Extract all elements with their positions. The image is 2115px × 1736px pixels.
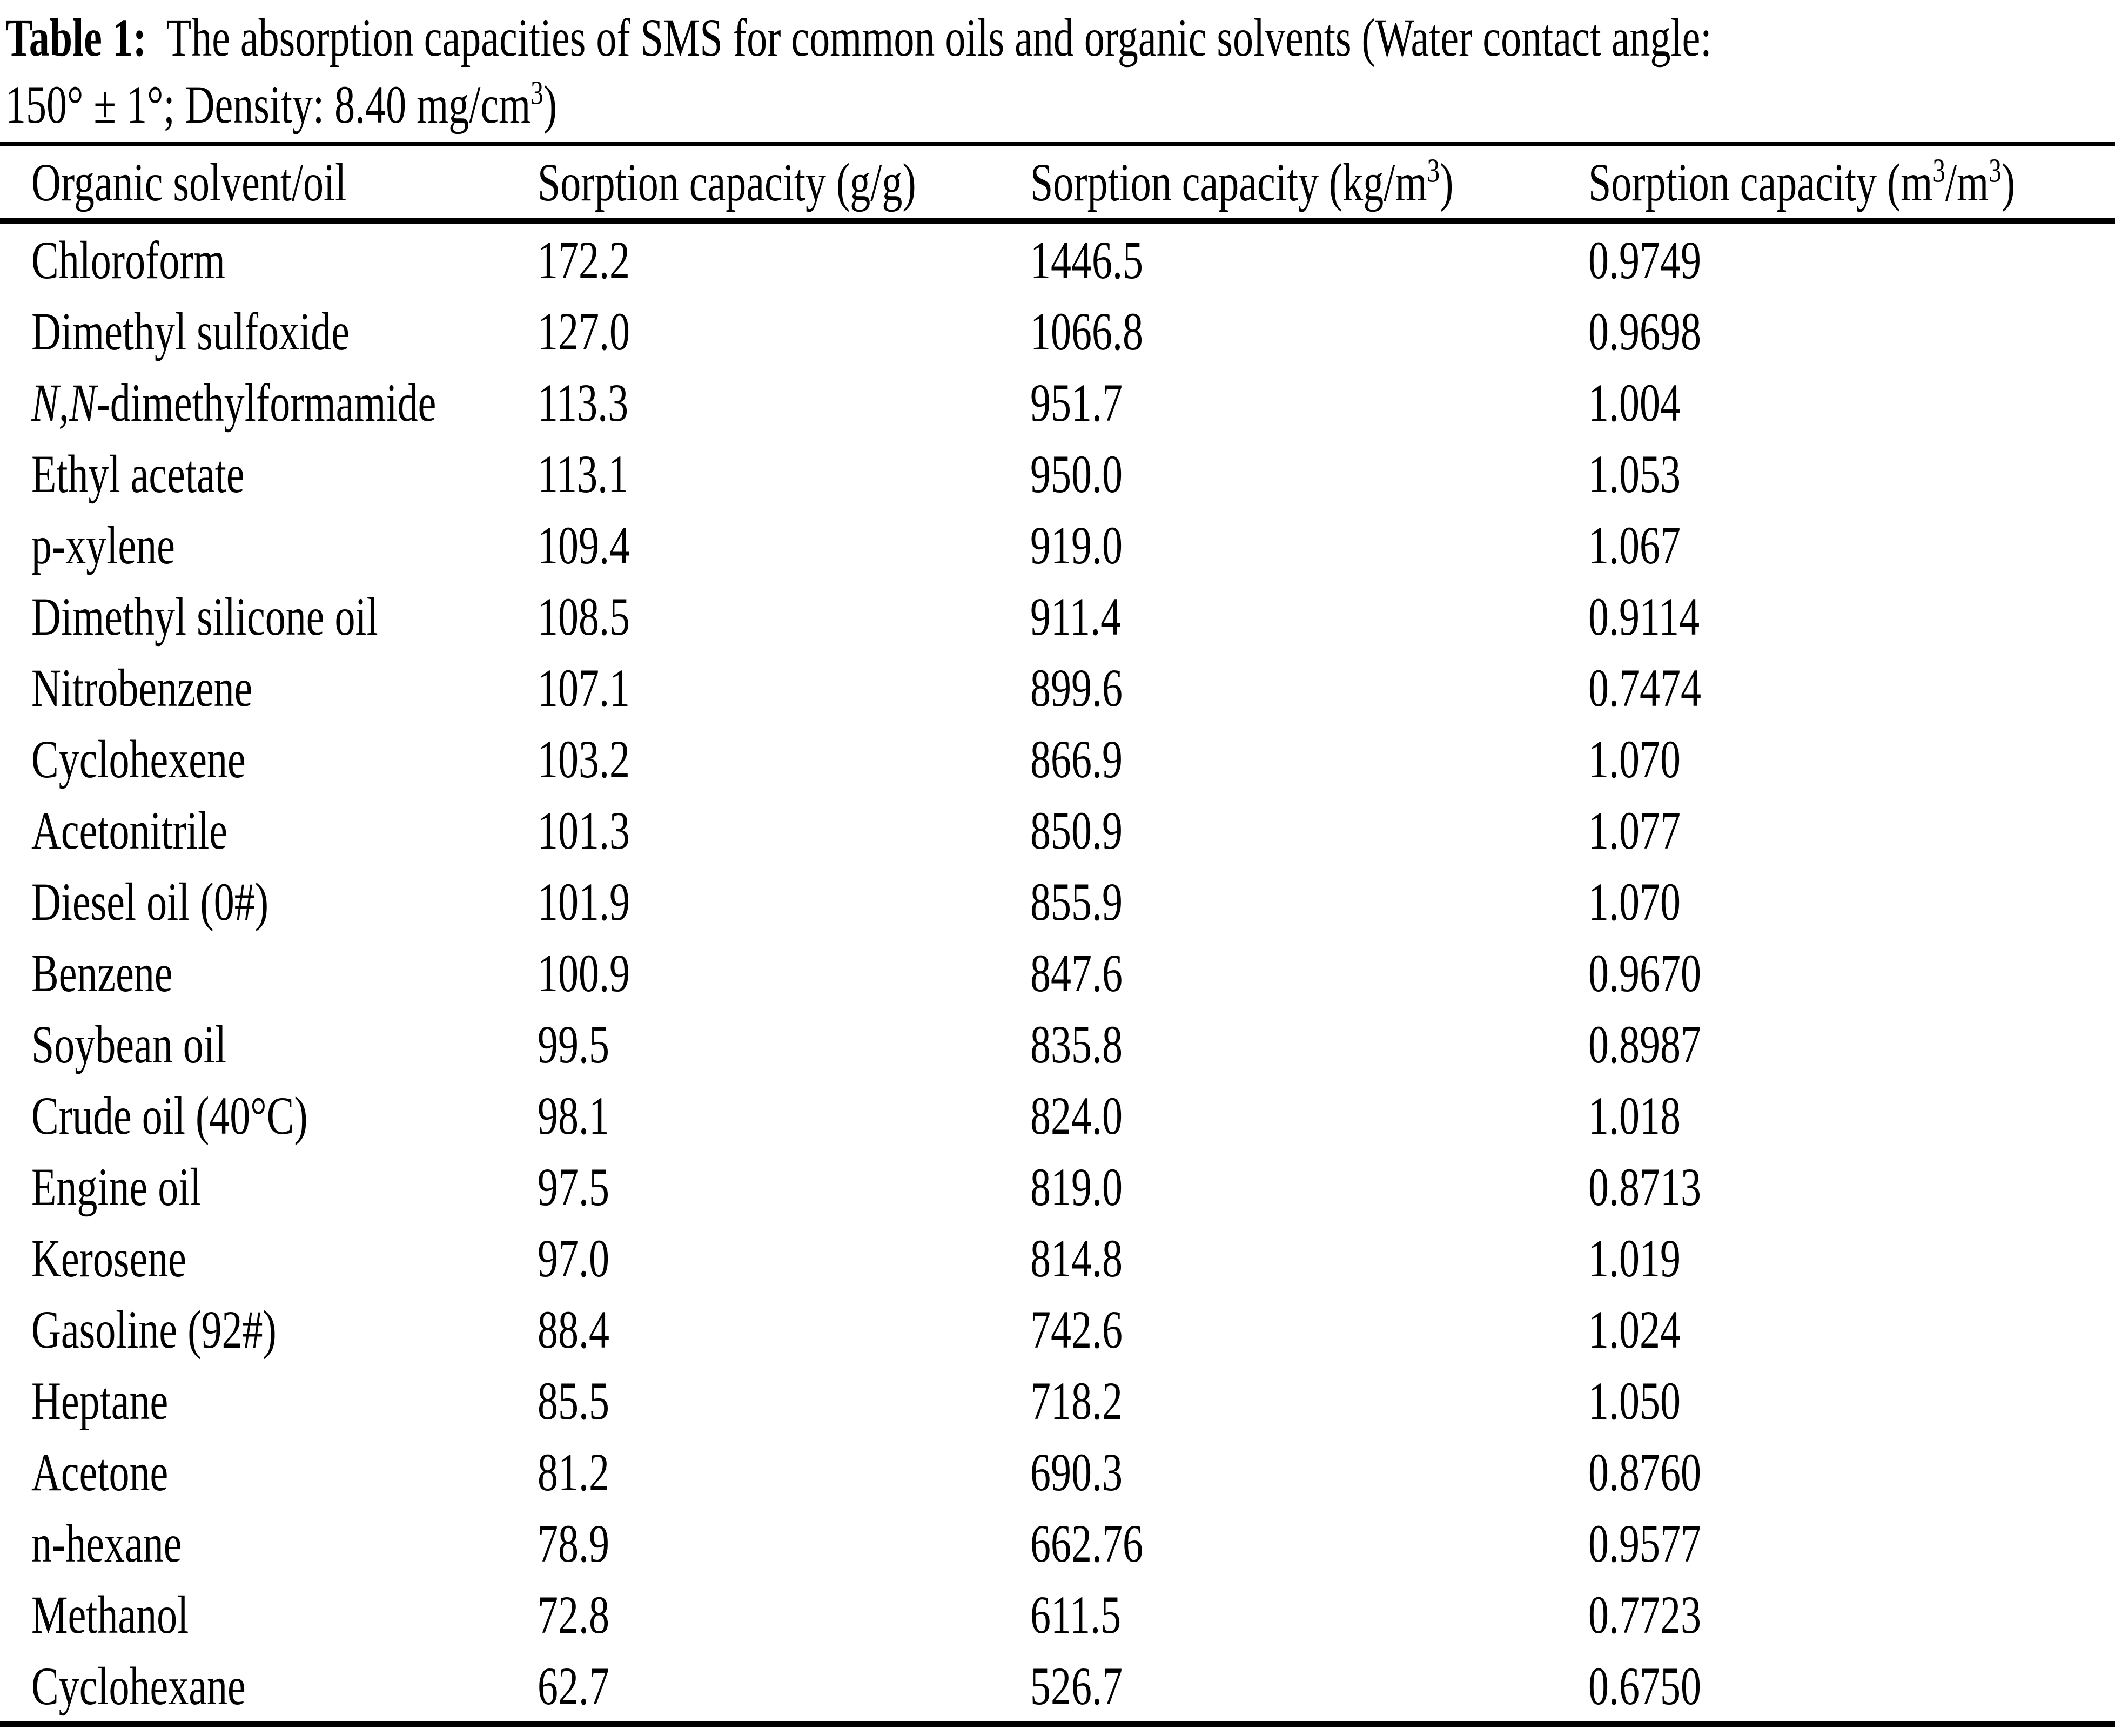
solvent-name-text <box>31 728 246 790</box>
capacity-value: 99.5 <box>538 1014 609 1074</box>
capacity-value: 0.7723 <box>1588 1584 1701 1645</box>
table-row <box>0 1222 2115 1294</box>
capacity-kgm3-cell <box>1030 295 1588 367</box>
capacity-value: 1.053 <box>1588 443 1681 504</box>
capacity-value: 0.8987 <box>1588 1014 1701 1074</box>
capacity-value: 0.9698 <box>1588 301 1701 361</box>
capacity-value: 108.5 <box>538 586 630 647</box>
capacity-gg-cell <box>538 1579 1030 1650</box>
column-header-text <box>1588 151 2015 213</box>
capacity-kgm3-cell <box>1030 866 1588 937</box>
solvent-name-text <box>31 1370 168 1432</box>
capacity-kgm3-cell <box>1030 1080 1588 1151</box>
column-header-text <box>31 151 346 213</box>
solvent-name-text <box>31 657 252 719</box>
capacity-kgm3-cell <box>1030 1650 1588 1721</box>
capacity-value: 0.9114 <box>1588 586 1700 647</box>
solvent-name-text <box>31 799 227 862</box>
table-row <box>0 652 2115 723</box>
absorption-capacity-table <box>0 142 2115 1727</box>
solvent-name: Methanol <box>31 1584 189 1645</box>
capacity-m3m3-cell <box>1588 581 2115 652</box>
capacity-value: 866.9 <box>1030 729 1123 789</box>
solvent-name: -dimethylformamide <box>96 372 437 433</box>
capacity-m3m3-cell <box>1588 1650 2115 1721</box>
capacity-value: 1.050 <box>1588 1370 1681 1431</box>
solvent-name-text <box>31 1655 246 1717</box>
table-row <box>0 1579 2115 1650</box>
solvent-name: Gasoline (92#) <box>31 1299 277 1360</box>
capacity-kgm3-cell <box>1030 1294 1588 1365</box>
capacity-gg-cell <box>538 224 1030 295</box>
solvent-name-text <box>31 1085 308 1147</box>
capacity-value: 1.070 <box>1588 729 1681 789</box>
solvent-name-text <box>31 942 173 1004</box>
capacity-gg-cell <box>538 652 1030 723</box>
solvent-name-cell <box>0 1436 538 1508</box>
capacity-gg-cell <box>538 295 1030 367</box>
column-header-sorption-capacity-kg-m3 <box>1030 146 1588 218</box>
capacity-value: 0.9749 <box>1588 230 1701 290</box>
superscript-3: 3 <box>1427 152 1440 190</box>
caption-text-segment: 150° ± 1°; Density: 8.40 mg/cm <box>5 75 531 134</box>
solvent-name-cell <box>0 1080 538 1151</box>
caption-line-text <box>5 71 557 138</box>
column-header-text <box>1030 151 1453 213</box>
capacity-value: 919.0 <box>1030 515 1123 575</box>
solvent-name: n-hexane <box>31 1513 182 1573</box>
solvent-name: Nitrobenzene <box>31 657 253 718</box>
capacity-gg-cell <box>538 723 1030 795</box>
header-text-segment: Sorption capacity (g/g) <box>538 152 916 212</box>
solvent-name: Benzene <box>31 943 173 1003</box>
capacity-value: 98.1 <box>538 1085 609 1146</box>
table-row <box>0 509 2115 581</box>
table-row <box>0 438 2115 509</box>
header-text-segment: Sorption capacity (m <box>1588 152 1933 212</box>
column-header-text <box>538 151 916 213</box>
solvent-name-cell <box>0 866 538 937</box>
solvent-name-cell <box>0 1222 538 1294</box>
solvent-name: Cyclohexane <box>31 1656 246 1716</box>
capacity-gg-cell <box>538 438 1030 509</box>
capacity-m3m3-cell <box>1588 723 2115 795</box>
caption-line <box>5 71 2115 138</box>
capacity-value: 78.9 <box>538 1513 609 1573</box>
capacity-value: 819.0 <box>1030 1156 1123 1217</box>
solvent-name-cell <box>0 1365 538 1436</box>
superscript-3: 3 <box>1989 152 2002 190</box>
capacity-value: 814.8 <box>1030 1228 1123 1288</box>
table-row <box>0 1436 2115 1508</box>
capacity-value: 127.0 <box>538 301 630 361</box>
capacity-value: 62.7 <box>538 1656 609 1716</box>
capacity-value: 100.9 <box>538 943 630 1003</box>
table-row <box>0 1080 2115 1151</box>
caption-line-text <box>5 4 1712 71</box>
capacity-gg-cell <box>538 1222 1030 1294</box>
table-row <box>0 295 2115 367</box>
capacity-m3m3-cell <box>1588 295 2115 367</box>
table-row <box>0 1365 2115 1436</box>
capacity-gg-cell <box>538 795 1030 866</box>
capacity-value: 526.7 <box>1030 1656 1123 1716</box>
capacity-kgm3-cell <box>1030 1008 1588 1080</box>
capacity-value: 1.070 <box>1588 871 1681 932</box>
capacity-value: 850.9 <box>1030 800 1123 860</box>
capacity-m3m3-cell <box>1588 1579 2115 1650</box>
solvent-name: Heptane <box>31 1370 169 1431</box>
capacity-gg-cell <box>538 1151 1030 1222</box>
table-row <box>0 581 2115 652</box>
capacity-kgm3-cell <box>1030 795 1588 866</box>
capacity-value: 855.9 <box>1030 871 1123 932</box>
capacity-value: 1446.5 <box>1030 230 1143 290</box>
table-body <box>0 224 2115 1727</box>
capacity-kgm3-cell <box>1030 1222 1588 1294</box>
capacity-m3m3-cell <box>1588 1008 2115 1080</box>
capacity-gg-cell <box>538 581 1030 652</box>
capacity-m3m3-cell <box>1588 367 2115 438</box>
capacity-kgm3-cell <box>1030 652 1588 723</box>
caption-label: Table 1: <box>5 8 147 68</box>
solvent-name-italic-prefix: N,N <box>31 372 97 433</box>
solvent-name-cell <box>0 1650 538 1721</box>
solvent-name-cell <box>0 723 538 795</box>
capacity-value: 911.4 <box>1030 586 1122 647</box>
capacity-value: 1.024 <box>1588 1299 1681 1360</box>
column-header-sorption-capacity-g-g <box>538 146 1030 218</box>
capacity-value: 951.7 <box>1030 372 1123 433</box>
table-caption <box>0 0 2115 138</box>
solvent-name-text <box>31 1013 226 1075</box>
capacity-value: 107.1 <box>538 657 630 718</box>
column-header-organic-solvent-oil <box>0 146 538 218</box>
solvent-name-text <box>31 1584 189 1646</box>
capacity-value: 1.067 <box>1588 515 1681 575</box>
capacity-kgm3-cell <box>1030 367 1588 438</box>
solvent-name-cell <box>0 1294 538 1365</box>
table-row <box>0 1294 2115 1365</box>
table-row <box>0 723 2115 795</box>
solvent-name-text <box>31 1227 186 1289</box>
capacity-value: 85.5 <box>538 1370 609 1431</box>
capacity-value: 1.004 <box>1588 372 1681 433</box>
table-row <box>0 866 2115 937</box>
capacity-m3m3-cell <box>1588 652 2115 723</box>
solvent-name-text <box>31 1441 168 1503</box>
capacity-kgm3-cell <box>1030 1579 1588 1650</box>
capacity-gg-cell <box>538 1508 1030 1579</box>
capacity-m3m3-cell <box>1588 224 2115 295</box>
capacity-value: 101.3 <box>538 800 630 860</box>
header-text-segment: Sorption capacity (kg/m <box>1030 152 1427 212</box>
capacity-value: 690.3 <box>1030 1442 1123 1502</box>
capacity-m3m3-cell <box>1588 1508 2115 1579</box>
caption-text-segment: ) <box>543 75 558 134</box>
table-row <box>0 1151 2115 1222</box>
table-row <box>0 1008 2115 1080</box>
capacity-value: 847.6 <box>1030 943 1123 1003</box>
capacity-m3m3-cell <box>1588 1365 2115 1436</box>
capacity-value: 172.2 <box>538 230 630 290</box>
capacity-value: 1066.8 <box>1030 301 1143 361</box>
solvent-name-text <box>31 586 378 648</box>
capacity-value: 97.5 <box>538 1156 609 1217</box>
column-header-sorption-capacity-m3-m3 <box>1588 146 2115 218</box>
capacity-kgm3-cell <box>1030 937 1588 1008</box>
solvent-name-cell <box>0 224 538 295</box>
capacity-m3m3-cell <box>1588 1222 2115 1294</box>
header-text-segment: /m <box>1945 152 1989 212</box>
capacity-value: 0.7474 <box>1588 657 1701 718</box>
capacity-gg-cell <box>538 937 1030 1008</box>
table-row <box>0 367 2115 438</box>
capacity-value: 899.6 <box>1030 657 1123 718</box>
capacity-gg-cell <box>538 866 1030 937</box>
capacity-m3m3-cell <box>1588 937 2115 1008</box>
capacity-value: 835.8 <box>1030 1014 1123 1074</box>
capacity-value: 109.4 <box>538 515 630 575</box>
capacity-m3m3-cell <box>1588 866 2115 937</box>
capacity-value: 0.9577 <box>1588 1513 1701 1573</box>
solvent-name-cell <box>0 1579 538 1650</box>
capacity-m3m3-cell <box>1588 1151 2115 1222</box>
solvent-name-cell <box>0 581 538 652</box>
capacity-kgm3-cell <box>1030 438 1588 509</box>
solvent-name-text <box>31 300 350 362</box>
solvent-name: Soybean oil <box>31 1014 226 1074</box>
solvent-name-text <box>31 229 225 291</box>
capacity-value: 113.3 <box>538 372 629 433</box>
capacity-value: 97.0 <box>538 1228 609 1288</box>
solvent-name-cell <box>0 937 538 1008</box>
capacity-kgm3-cell <box>1030 1365 1588 1436</box>
header-text-segment: ) <box>1440 152 1454 212</box>
solvent-name-cell <box>0 1151 538 1222</box>
capacity-gg-cell <box>538 367 1030 438</box>
capacity-value: 72.8 <box>538 1584 609 1645</box>
solvent-name-cell <box>0 652 538 723</box>
capacity-m3m3-cell <box>1588 1080 2115 1151</box>
capacity-value: 742.6 <box>1030 1299 1123 1360</box>
solvent-name: Crude oil (40°C) <box>31 1085 308 1146</box>
solvent-name-text <box>31 443 245 505</box>
solvent-name-text <box>31 372 436 434</box>
capacity-value: 662.76 <box>1030 1513 1143 1573</box>
capacity-m3m3-cell <box>1588 438 2115 509</box>
capacity-value: 1.077 <box>1588 800 1681 860</box>
table-row <box>0 1508 2115 1579</box>
capacity-gg-cell <box>538 509 1030 581</box>
capacity-value: 81.2 <box>538 1442 609 1502</box>
solvent-name: Acetonitrile <box>31 800 227 860</box>
capacity-gg-cell <box>538 1365 1030 1436</box>
solvent-name-cell <box>0 295 538 367</box>
capacity-gg-cell <box>538 1650 1030 1721</box>
solvent-name-text <box>31 514 175 576</box>
solvent-name-text <box>31 1156 202 1218</box>
solvent-name: Cyclohexene <box>31 729 246 789</box>
capacity-gg-cell <box>538 1294 1030 1365</box>
solvent-name-text <box>31 1512 182 1574</box>
capacity-gg-cell <box>538 1008 1030 1080</box>
capacity-gg-cell <box>538 1436 1030 1508</box>
solvent-name: Engine oil <box>31 1156 202 1217</box>
capacity-m3m3-cell <box>1588 795 2115 866</box>
solvent-name: Dimethyl sulfoxide <box>31 301 350 361</box>
capacity-kgm3-cell <box>1030 1508 1588 1579</box>
capacity-value: 103.2 <box>538 729 630 789</box>
table-row <box>0 1650 2115 1721</box>
solvent-name-text <box>31 871 268 933</box>
header-text-segment: Organic solvent/oil <box>31 152 347 212</box>
capacity-value: 1.019 <box>1588 1228 1681 1288</box>
table-row <box>0 795 2115 866</box>
capacity-value: 113.1 <box>538 443 629 504</box>
solvent-name-text <box>31 1298 277 1361</box>
capacity-kgm3-cell <box>1030 723 1588 795</box>
capacity-value: 88.4 <box>538 1299 609 1360</box>
table-row <box>0 224 2115 295</box>
capacity-value: 718.2 <box>1030 1370 1123 1431</box>
solvent-name: Chloroform <box>31 230 225 290</box>
table-row <box>0 937 2115 1008</box>
solvent-name: Kerosene <box>31 1228 186 1288</box>
capacity-value: 1.018 <box>1588 1085 1681 1146</box>
capacity-m3m3-cell <box>1588 509 2115 581</box>
table-header-row <box>0 146 2115 224</box>
caption-text-segment: The absorption capacities of SMS for common oils and organic solvents (Water contact angle: <box>146 8 1712 68</box>
capacity-m3m3-cell <box>1588 1294 2115 1365</box>
header-text-segment: ) <box>2001 152 2016 212</box>
superscript-3: 3 <box>1932 152 1945 190</box>
capacity-value: 0.9670 <box>1588 943 1701 1003</box>
capacity-kgm3-cell <box>1030 1436 1588 1508</box>
capacity-m3m3-cell <box>1588 1436 2115 1508</box>
capacity-value: 101.9 <box>538 871 630 932</box>
solvent-name-cell <box>0 1008 538 1080</box>
solvent-name: Acetone <box>31 1442 169 1502</box>
caption-line <box>5 4 2115 71</box>
capacity-kgm3-cell <box>1030 224 1588 295</box>
solvent-name: p-xylene <box>31 515 175 575</box>
capacity-kgm3-cell <box>1030 581 1588 652</box>
capacity-value: 824.0 <box>1030 1085 1123 1146</box>
capacity-kgm3-cell <box>1030 1151 1588 1222</box>
solvent-name: Dimethyl silicone oil <box>31 586 378 647</box>
solvent-name-cell <box>0 509 538 581</box>
solvent-name-cell <box>0 1508 538 1579</box>
capacity-gg-cell <box>538 1080 1030 1151</box>
solvent-name-cell <box>0 795 538 866</box>
capacity-value: 0.8760 <box>1588 1442 1701 1502</box>
capacity-value: 0.6750 <box>1588 1656 1701 1716</box>
solvent-name-cell <box>0 367 538 438</box>
capacity-kgm3-cell <box>1030 509 1588 581</box>
solvent-name: Diesel oil (0#) <box>31 871 269 932</box>
capacity-value: 611.5 <box>1030 1584 1122 1645</box>
capacity-value: 0.8713 <box>1588 1156 1701 1217</box>
capacity-value: 950.0 <box>1030 443 1123 504</box>
superscript-3: 3 <box>531 75 543 112</box>
solvent-name-cell <box>0 438 538 509</box>
solvent-name: Ethyl acetate <box>31 443 245 504</box>
